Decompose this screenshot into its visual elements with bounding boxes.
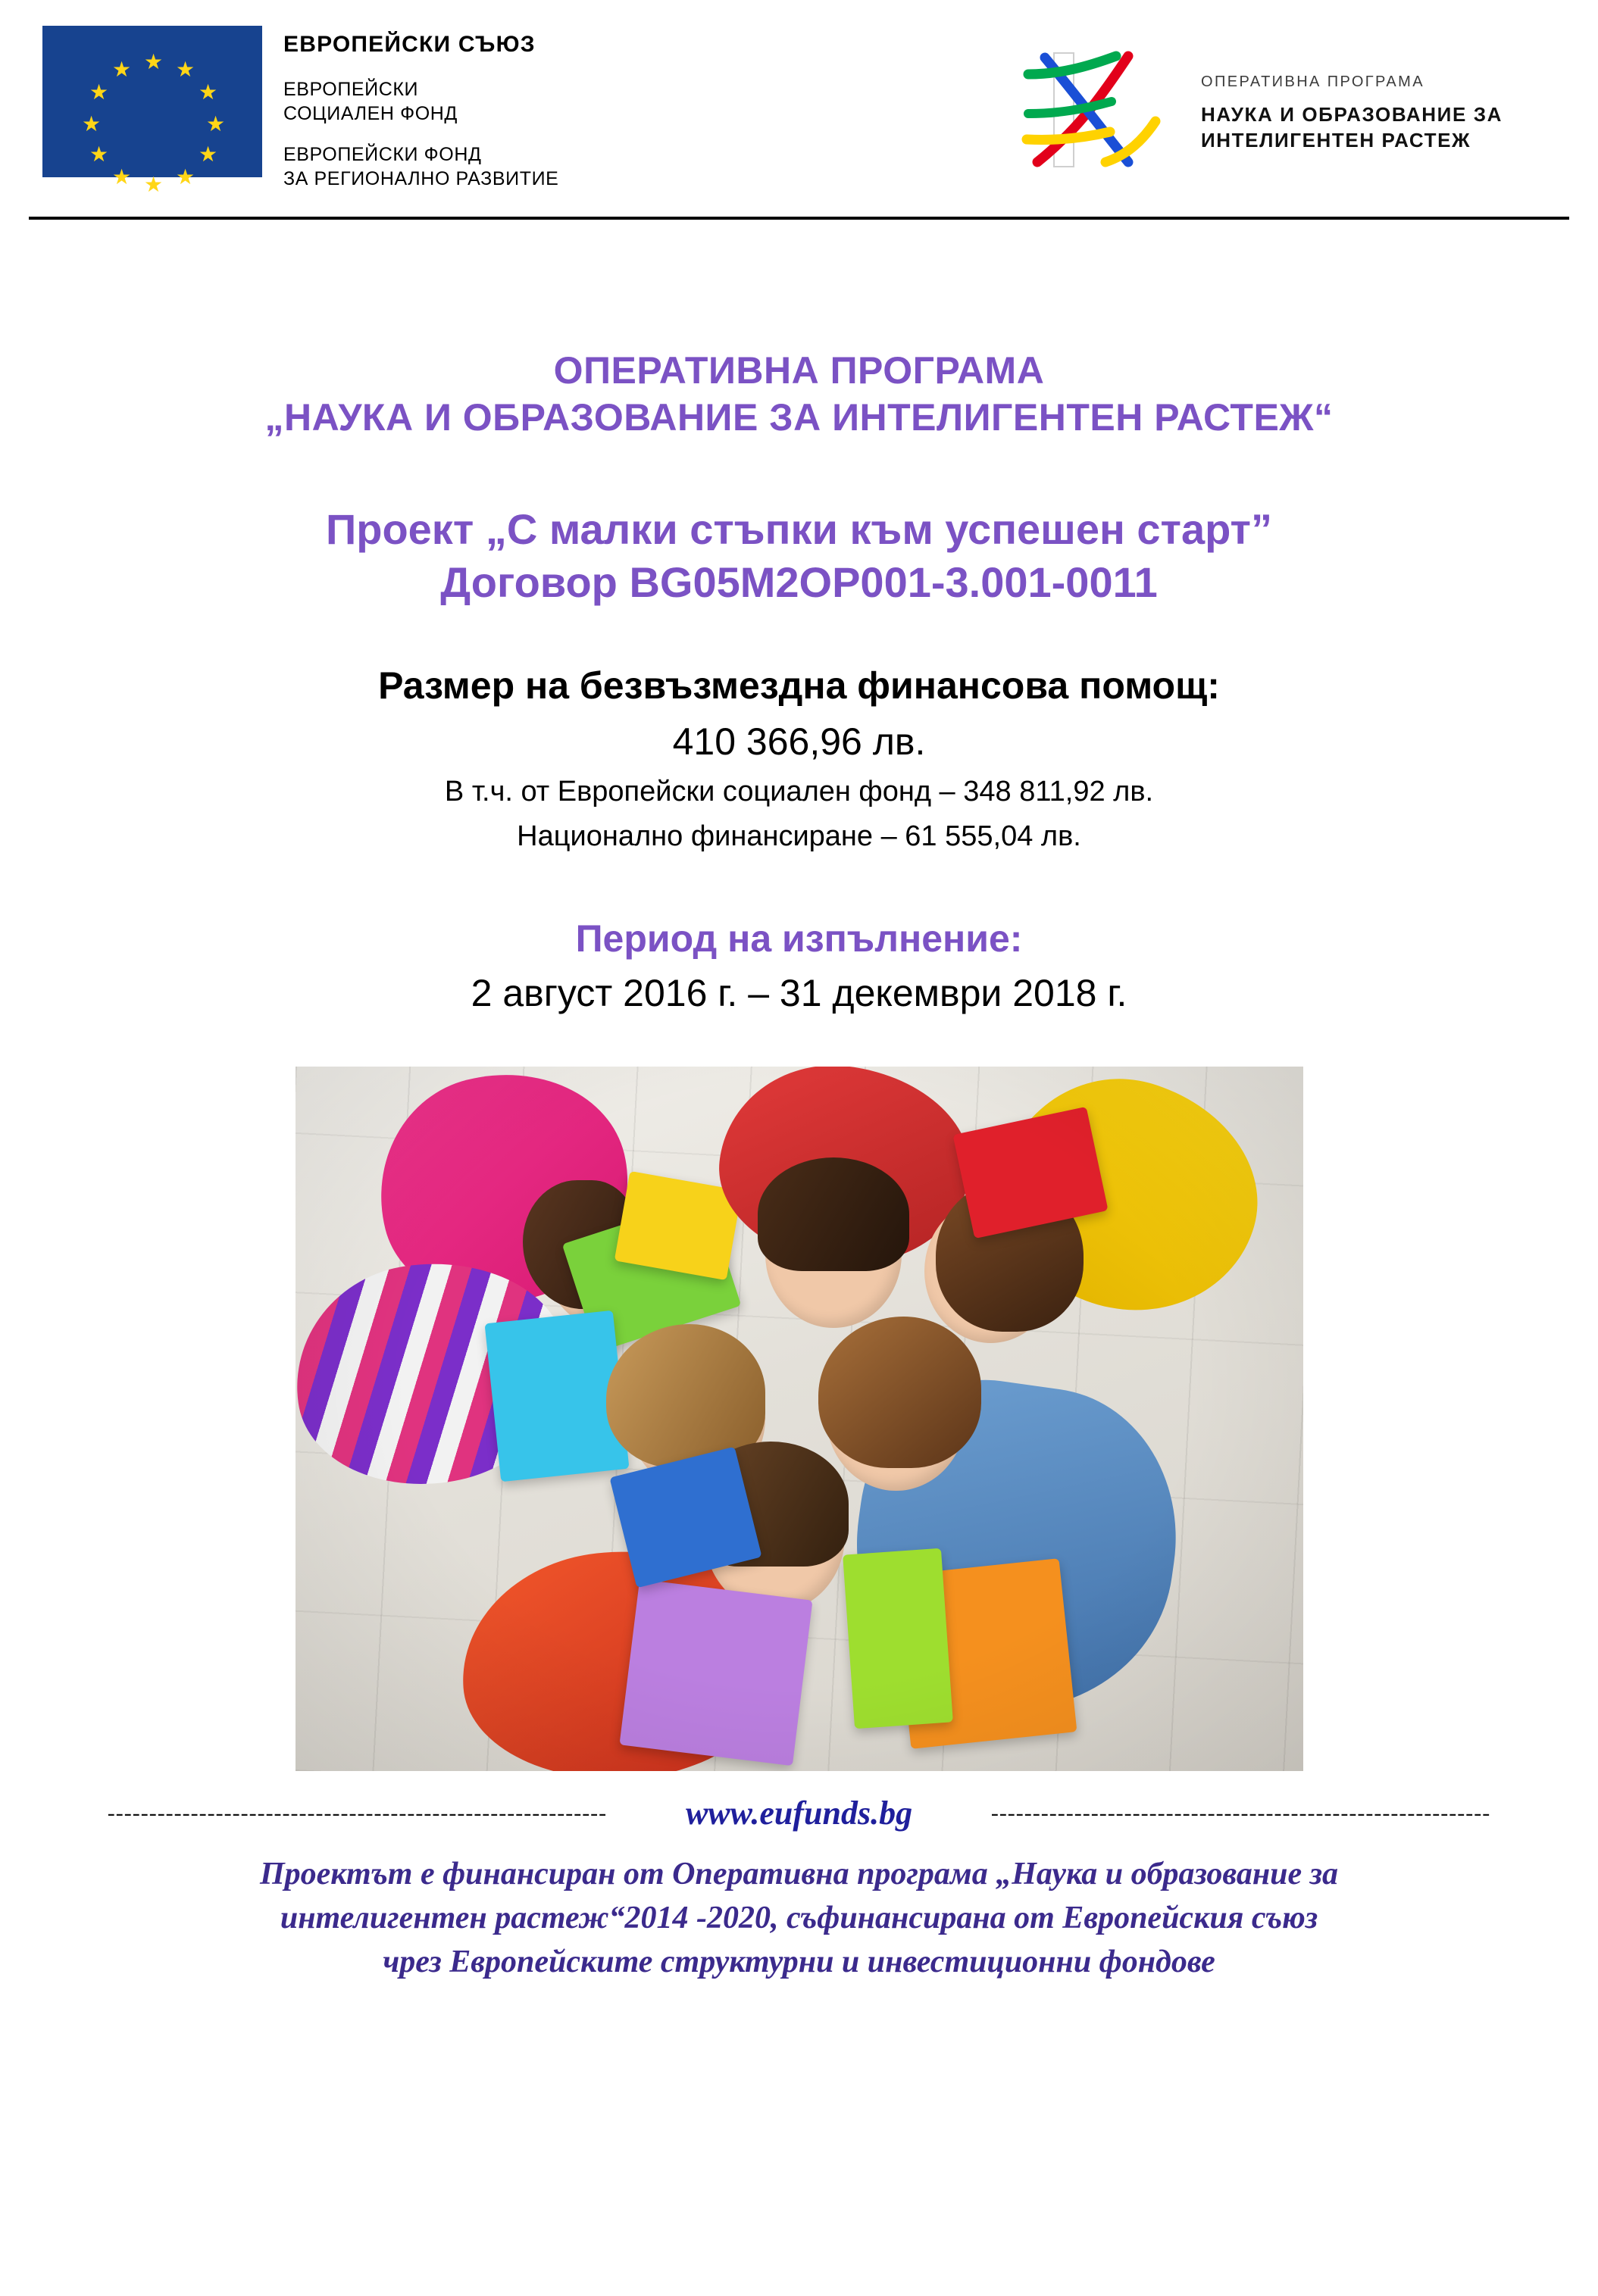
project-contract-number: Договор BG05M2OP001-3.001-0011 (440, 558, 1158, 606)
op-label-programme: ОПЕРАТИВНА ПРОГРАМА (1201, 73, 1424, 90)
footer-funding-note (0, 1852, 1598, 1984)
project-heading (0, 503, 1598, 609)
eu-fund-regional (283, 142, 558, 191)
period-value: 2 август 2016 г. – 31 декември 2018 г. (471, 972, 1127, 1014)
footer-dashes-left: ------------------------------------------------------------ (107, 1800, 608, 1826)
document-header (0, 0, 1598, 220)
op-name-line2: ИНТЕЛИГЕНТЕН РАСТЕЖ (1201, 128, 1471, 152)
op-name-line1: НАУКА И ОБРАЗОВАНИЕ ЗА (1201, 102, 1503, 126)
op-logo-block (1015, 48, 1503, 177)
eu-flag-icon: ★ ★ ★ ★ ★ ★ ★ ★ ★ ★ ★ ★ (42, 26, 262, 177)
grant-national-share: Национално финансиране – 61 555,04 лв. (517, 820, 1081, 852)
grant-esf-share: В т.ч. от Европейски социален фонд – 348 811,92 лв. (444, 776, 1154, 808)
footer-funding-note-line2: интелигентен растеж“2014 -2020, съфинансирана от Европейския съюз (280, 1901, 1318, 1935)
programme-heading (0, 347, 1598, 441)
eu-title: ЕВРОПЕЙСКИ СЪЮЗ (283, 32, 536, 57)
document-body (0, 220, 1598, 1771)
eu-fund-regional-line1: ЕВРОПЕЙСКИ ФОНД (283, 144, 482, 165)
photo-vignette (296, 1067, 1303, 1771)
eu-fund-social-line1: ЕВРОПЕЙСКИ (283, 79, 419, 100)
grant-amount-label: Размер на безвъзмездна финансова помощ: (378, 664, 1220, 707)
project-title: Проект „С малки стъпки към успешен старт” (326, 505, 1272, 553)
eu-fund-social (283, 77, 558, 126)
footer-website-row (0, 1794, 1598, 1832)
footer-funding-note-line3: чрез Европейските структурни и инвестиционни фондове (383, 1945, 1215, 1979)
footer-funding-note-line1: Проектът е финансиран от Оперативна програма „Наука и образование за (259, 1857, 1339, 1891)
children-lying-in-circle-with-books-photo (296, 1067, 1303, 1771)
eu-text-block (283, 26, 558, 191)
programme-heading-line1: ОПЕРАТИВНА ПРОГРАМА (553, 349, 1045, 392)
footer-website-link[interactable]: www.eufunds.bg (685, 1795, 913, 1832)
eu-fund-social-line2: СОЦИАЛЕН ФОНД (283, 103, 458, 124)
header-logos-row (42, 26, 1556, 196)
op-name (1201, 102, 1503, 153)
document-footer (0, 1794, 1598, 1984)
eu-emblem-block (42, 26, 559, 196)
grant-amount-value: 410 366,96 лв. (672, 720, 926, 763)
eu-fund-regional-line2: ЗА РЕГИОНАЛНО РАЗВИТИЕ (283, 168, 559, 189)
op-text-block (1201, 73, 1503, 153)
footer-dashes-right: ------------------------------------------------------------ (990, 1800, 1491, 1826)
period-label: Период на изпълнение: (575, 917, 1023, 960)
op-science-education-logo-icon (1015, 48, 1181, 177)
header-divider (29, 217, 1569, 220)
programme-heading-line2: „НАУКА И ОБРАЗОВАНИЕ ЗА ИНТЕЛИГЕНТЕН РАСТЕЖ“ (264, 396, 1334, 439)
